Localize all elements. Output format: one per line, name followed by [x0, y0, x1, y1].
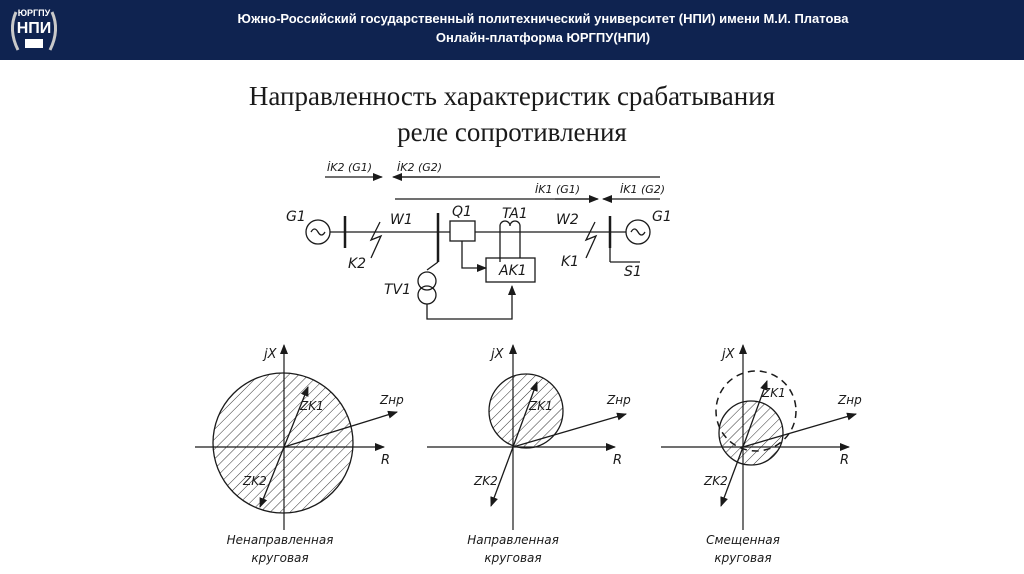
operating-zone-circle — [719, 401, 783, 465]
voltage-transformer-tv1-b — [418, 286, 436, 304]
label-zn: Zнр — [380, 393, 404, 407]
label-zk2: ZK2 — [243, 474, 267, 488]
fault-k1-icon — [586, 222, 596, 258]
caption-line1: Смещенная — [706, 533, 780, 547]
label-jx: jX — [264, 347, 277, 362]
fault-k2-icon — [371, 222, 381, 258]
generator-left-wave — [311, 229, 325, 235]
label-zn: Zнр — [607, 393, 631, 407]
characteristic-non-directional — [195, 345, 404, 565]
label-r: R — [840, 453, 850, 468]
generator-right-wave — [631, 229, 645, 235]
logo-text-main: НПИ — [16, 20, 52, 37]
label-zk2: ZK2 — [704, 474, 728, 488]
slide-title-line2: реле сопротивления — [397, 117, 627, 147]
label-s1: S1 — [624, 264, 642, 280]
label-zk1: ZK1 — [529, 399, 553, 413]
label-k2: K2 — [348, 256, 367, 272]
caption-line1: Ненаправленная — [226, 533, 334, 547]
label-g1-right: G1 — [652, 209, 672, 225]
label-ik2-g1: İK2 (G1) — [327, 161, 373, 174]
label-w2: W2 — [556, 212, 579, 228]
caption-line1: Направленная — [467, 533, 559, 547]
label-ik2-g2: İK2 (G2) — [397, 161, 443, 174]
characteristic-directional — [427, 345, 631, 565]
label-tv1: TV1 — [384, 282, 412, 298]
slide-title-line1: Направленность характеристик срабатывания — [248, 81, 776, 111]
vt-to-relay-wire — [427, 286, 512, 319]
caption-line2: круговая — [251, 551, 309, 565]
caption-line2: круговая — [714, 551, 772, 565]
logo-text-top: ЮРГПУ — [17, 8, 51, 18]
label-ik1-g1: İK1 (G1) — [535, 183, 581, 196]
q1-to-relay-wire — [462, 241, 486, 268]
label-ak1: AK1 — [499, 263, 527, 279]
protection-scheme — [306, 177, 660, 319]
vt-lead — [427, 262, 438, 270]
label-k1: K1 — [561, 254, 580, 270]
current-transformer-ta1 — [500, 221, 520, 232]
label-w1: W1 — [390, 212, 413, 228]
label-zn: Zнр — [838, 393, 862, 407]
label-jx: jX — [491, 347, 504, 362]
operating-zone-circle — [213, 373, 353, 513]
label-g1-left: G1 — [286, 209, 306, 225]
voltage-transformer-tv1-a — [418, 272, 436, 290]
label-ik1-g2: İK1 (G2) — [620, 183, 666, 196]
university-name: Южно-Российский государственный политехнический университет (НПИ) имени М.И. Платова — [237, 11, 849, 26]
label-q1: Q1 — [452, 204, 472, 220]
label-zk1: ZK1 — [300, 399, 324, 413]
caption-line2: круговая — [484, 551, 542, 565]
label-ta1: TA1 — [502, 206, 528, 222]
label-zk2: ZK2 — [474, 474, 498, 488]
label-jx: jX — [722, 347, 735, 362]
label-zk1: ZK1 — [762, 386, 786, 400]
platform-name: Онлайн-платформа ЮРГПУ(НПИ) — [435, 30, 651, 45]
label-r: R — [613, 453, 623, 468]
breaker-q1 — [450, 221, 475, 241]
label-r: R — [381, 453, 391, 468]
characteristic-offset — [661, 345, 862, 565]
